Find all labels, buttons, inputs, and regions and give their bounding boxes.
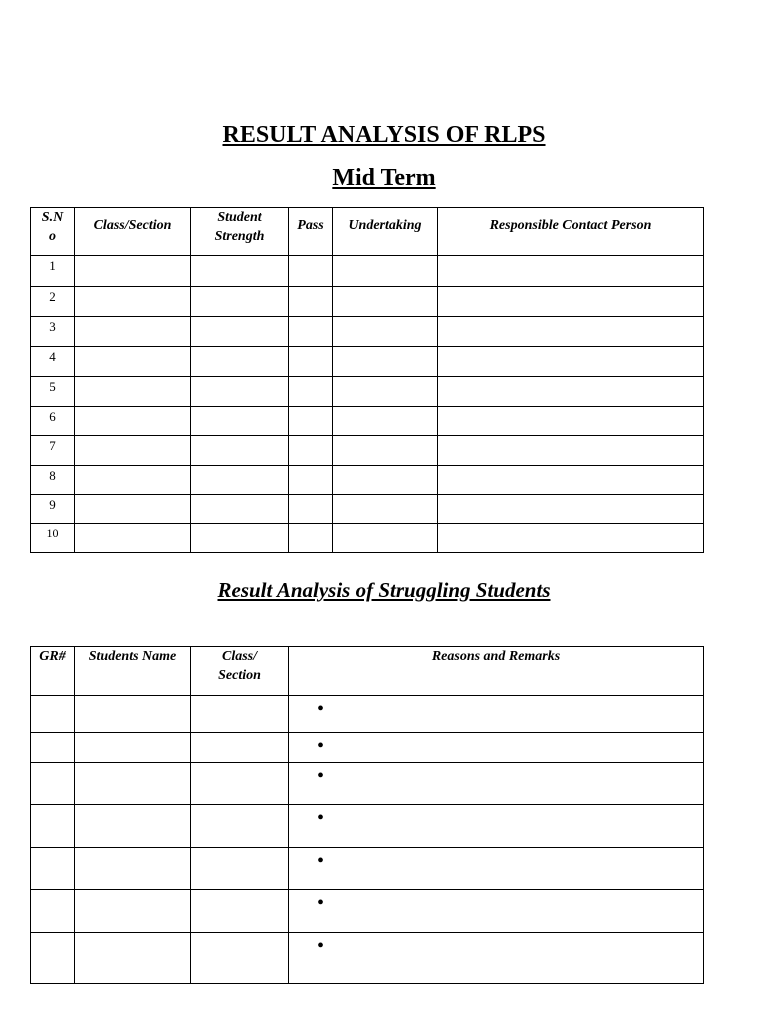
cell-pass[interactable] [289,347,333,377]
table-row [31,805,704,848]
cell-gr-number[interactable] [31,890,75,933]
cell-class-section[interactable] [191,733,289,763]
cell-class-section[interactable] [75,495,191,524]
cell-student-strength[interactable] [191,524,289,553]
cell-pass[interactable] [289,466,333,495]
table-row [31,466,704,495]
cell-gr-number[interactable] [31,733,75,763]
cell-reasons-remarks[interactable] [289,696,704,733]
cell-student-strength[interactable] [191,347,289,377]
table-row [31,733,704,763]
cell-students-name[interactable] [75,848,191,890]
table-row [31,696,704,733]
bullet-point: • [317,807,325,829]
cell-reasons-remarks[interactable] [289,733,704,763]
cell-serial-no: 2 [31,287,75,317]
cell-pass[interactable] [289,256,333,287]
table-row [31,890,704,933]
cell-reasons-remarks[interactable] [289,805,704,848]
header-class-section: Class/Section [75,208,191,256]
table-row [31,256,704,287]
cell-gr-number[interactable] [31,933,75,984]
table-row [31,495,704,524]
cell-serial-no: 4 [31,347,75,377]
cell-responsible-contact-person[interactable] [438,377,704,407]
cell-pass[interactable] [289,524,333,553]
table-row [31,317,704,347]
cell-class-section[interactable] [75,317,191,347]
cell-gr-number[interactable] [31,696,75,733]
cell-class-section[interactable] [191,890,289,933]
cell-responsible-contact-person[interactable] [438,317,704,347]
table-row [31,933,704,984]
cell-students-name[interactable] [75,733,191,763]
cell-serial-no: 6 [31,407,75,436]
cell-class-section[interactable] [191,805,289,848]
cell-students-name[interactable] [75,763,191,805]
cell-undertaking[interactable] [333,256,438,287]
header-gr-number: GR# [31,647,75,696]
cell-class-section[interactable] [75,287,191,317]
table-row [31,407,704,436]
header-class-section: Class/ Section [191,647,289,696]
cell-gr-number[interactable] [31,848,75,890]
table-row [31,436,704,466]
cell-undertaking[interactable] [333,347,438,377]
header-students-name: Students Name [75,647,191,696]
header-reasons-remarks: Reasons and Remarks [289,647,704,696]
cell-class-section[interactable] [75,377,191,407]
table-row [31,347,704,377]
cell-responsible-contact-person[interactable] [438,436,704,466]
cell-pass[interactable] [289,436,333,466]
cell-responsible-contact-person[interactable] [438,524,704,553]
cell-class-section[interactable] [191,696,289,733]
cell-pass[interactable] [289,407,333,436]
cell-undertaking[interactable] [333,407,438,436]
header-undertaking: Undertaking [333,208,438,256]
cell-pass[interactable] [289,495,333,524]
cell-student-strength[interactable] [191,436,289,466]
struggling-students-title: Result Analysis of Struggling Students [217,578,551,602]
cell-responsible-contact-person[interactable] [438,347,704,377]
cell-students-name[interactable] [75,933,191,984]
bullet-point: • [317,698,325,720]
cell-undertaking[interactable] [333,495,438,524]
cell-class-section[interactable] [191,763,289,805]
table-header-row [31,647,704,696]
cell-reasons-remarks[interactable] [289,933,704,984]
cell-responsible-contact-person[interactable] [438,495,704,524]
cell-undertaking[interactable] [333,317,438,347]
cell-class-section[interactable] [75,256,191,287]
cell-students-name[interactable] [75,890,191,933]
cell-student-strength[interactable] [191,495,289,524]
cell-responsible-contact-person[interactable] [438,407,704,436]
cell-responsible-contact-person[interactable] [438,287,704,317]
cell-serial-no: 5 [31,377,75,407]
header-responsible-contact-person: Responsible Contact Person [438,208,704,256]
header-serial-no: S.N o [31,208,75,256]
bullet-point: • [317,892,325,914]
cell-serial-no: 9 [31,495,75,524]
cell-reasons-remarks[interactable] [289,763,704,805]
table-header-row [31,208,704,256]
bullet-point: • [317,735,325,757]
cell-gr-number[interactable] [31,763,75,805]
cell-undertaking[interactable] [333,436,438,466]
cell-class-section[interactable] [75,524,191,553]
document-subtitle: Mid Term [332,165,436,191]
cell-serial-no: 3 [31,317,75,347]
cell-pass[interactable] [289,377,333,407]
cell-class-section[interactable] [191,933,289,984]
bullet-point: • [317,850,325,872]
cell-class-section[interactable] [191,848,289,890]
cell-class-section[interactable] [75,407,191,436]
cell-student-strength[interactable] [191,377,289,407]
cell-student-strength[interactable] [191,407,289,436]
table-row [31,524,704,553]
bullet-point: • [317,765,325,787]
header-pass: Pass [289,208,333,256]
cell-gr-number[interactable] [31,805,75,848]
cell-undertaking[interactable] [333,287,438,317]
table-row [31,848,704,890]
cell-responsible-contact-person[interactable] [438,466,704,495]
cell-serial-no: 8 [31,466,75,495]
cell-student-strength[interactable] [191,287,289,317]
cell-students-name[interactable] [75,805,191,848]
document-title: RESULT ANALYSIS OF RLPS [222,122,546,148]
table-row [31,377,704,407]
cell-student-strength[interactable] [191,466,289,495]
cell-class-section[interactable] [75,347,191,377]
cell-students-name[interactable] [75,696,191,733]
bullet-point: • [317,935,325,957]
table-row [31,287,704,317]
cell-pass[interactable] [289,287,333,317]
cell-reasons-remarks[interactable] [289,848,704,890]
cell-class-section[interactable] [75,466,191,495]
cell-class-section[interactable] [75,436,191,466]
cell-student-strength[interactable] [191,256,289,287]
cell-reasons-remarks[interactable] [289,890,704,933]
cell-undertaking[interactable] [333,524,438,553]
cell-serial-no: 7 [31,436,75,466]
cell-undertaking[interactable] [333,377,438,407]
header-student-strength: Student Strength [191,208,289,256]
struggling-students-table [30,646,704,984]
cell-serial-no: 1 [31,256,75,287]
mid-term-results-table [30,207,704,553]
cell-serial-no: 10 [31,524,75,553]
cell-pass[interactable] [289,317,333,347]
cell-student-strength[interactable] [191,317,289,347]
table-row [31,763,704,805]
cell-undertaking[interactable] [333,466,438,495]
cell-responsible-contact-person[interactable] [438,256,704,287]
